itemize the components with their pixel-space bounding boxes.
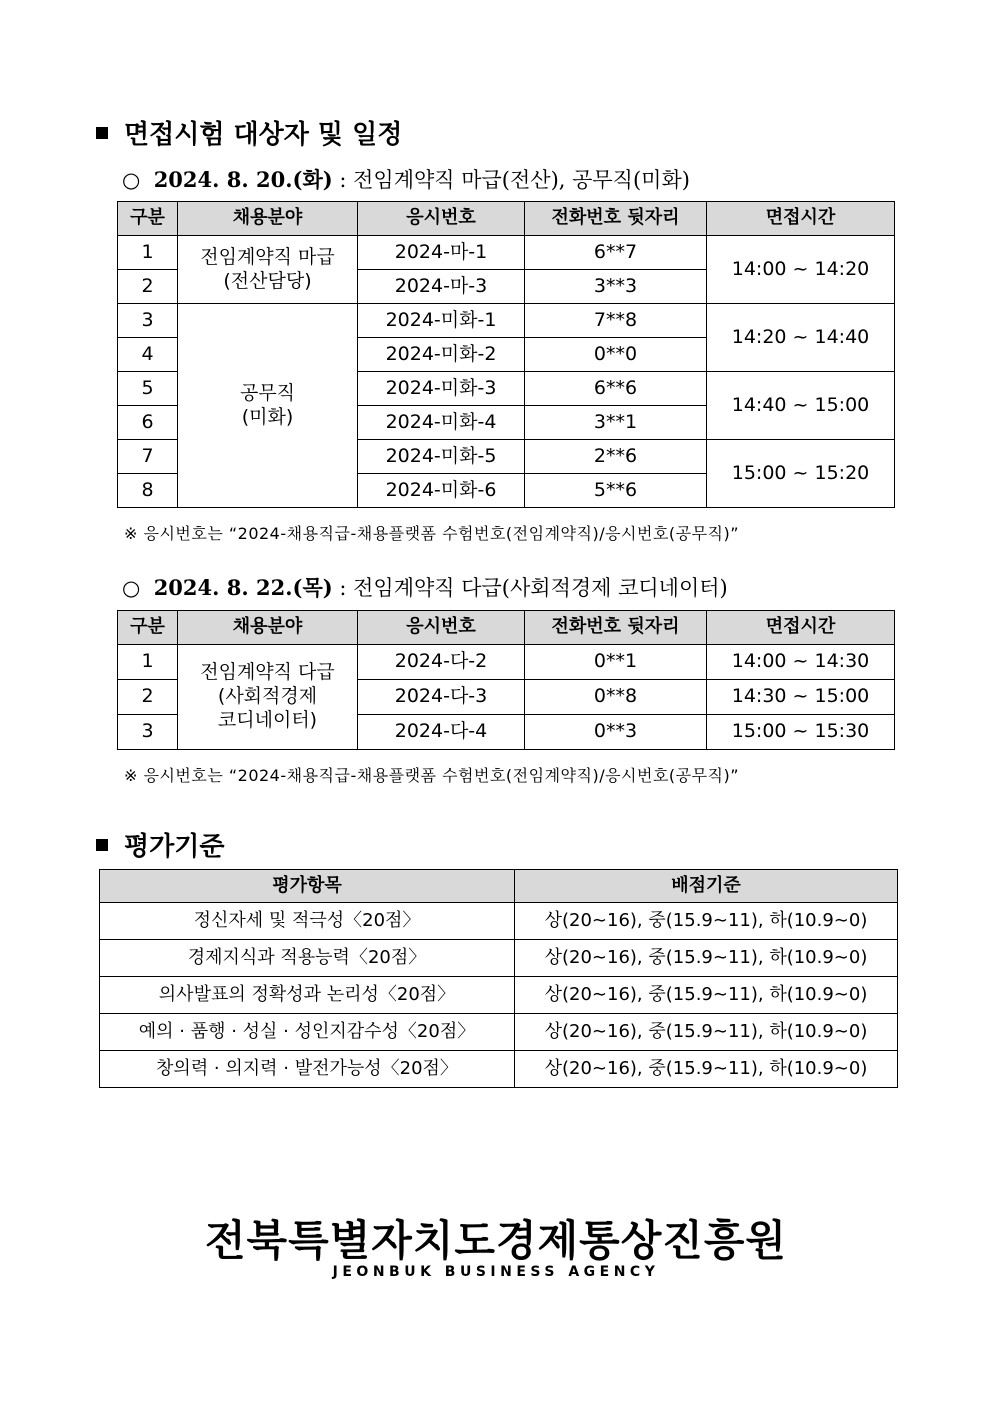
exam-no: 2024-미화-5 [358,440,525,474]
phone-digits: 3**3 [525,270,707,304]
interview-time: 15:00 ~ 15:30 [707,715,895,750]
field-line: 전임계약직 다급 [200,661,335,684]
interview-time: 14:00 ~ 14:20 [707,236,895,304]
group2-subtitle [122,572,728,602]
table-row [118,236,895,270]
header-time: 면접시간 [707,611,895,645]
field-line: 전임계약직 마급 [200,245,335,268]
row-no: 1 [118,645,178,680]
field-line: (사회적경제 [217,685,318,708]
criteria-item: 창의력 · 의지력 · 발전가능성〈20점〉 [100,1051,515,1088]
header-item: 평가항목 [100,870,515,903]
group1-date: 2024. 8. 20.(화) [153,167,333,192]
section-heading-criteria: 평가기준 [96,826,224,863]
row-no: 2 [118,680,178,715]
phone-digits: 0**1 [525,645,707,680]
schedule-table-1 [117,201,895,508]
header-no: 구분 [118,202,178,236]
row-no: 6 [118,406,178,440]
square-bullet-icon [96,839,108,851]
criteria-score: 상(20∼16), 중(15.9∼11), 하(10.9∼0) [515,977,898,1014]
criteria-table [99,869,898,1088]
field-line: 공무직 [239,381,296,404]
phone-digits: 0**0 [525,338,707,372]
row-no: 4 [118,338,178,372]
exam-no: 2024-마-3 [358,270,525,304]
exam-no: 2024-미화-2 [358,338,525,372]
schedule-table-2 [117,610,895,750]
table-row [118,304,895,338]
field-cell-social-economy [178,645,358,750]
interview-time: 14:00 ~ 14:30 [707,645,895,680]
criteria-item: 경제지식과 적용능력〈20점〉 [100,940,515,977]
row-no: 8 [118,474,178,508]
circle-bullet-icon: ○ [122,168,141,192]
table-row [118,645,895,680]
table-row [100,977,898,1014]
phone-digits: 2**6 [525,440,707,474]
phone-digits: 6**6 [525,372,707,406]
row-no: 1 [118,236,178,270]
interview-time: 14:40 ~ 15:00 [707,372,895,440]
table-row [100,903,898,940]
header-time: 면접시간 [707,202,895,236]
exam-no: 2024-미화-1 [358,304,525,338]
circle-bullet-icon: ○ [122,576,141,600]
group1-subtitle [122,164,690,194]
row-no: 7 [118,440,178,474]
org-logo-text-en: JEONBUK BUSINESS AGENCY [332,1264,660,1280]
header-score: 배점기준 [515,870,898,903]
row-no: 3 [118,715,178,750]
square-bullet-icon [96,127,108,139]
criteria-item: 의사발표의 정확성과 논리성〈20점〉 [100,977,515,1014]
exam-no: 2024-다-4 [358,715,525,750]
header-phone: 전화번호 뒷자리 [525,202,707,236]
row-no: 2 [118,270,178,304]
interview-time: 14:20 ~ 14:40 [707,304,895,372]
exam-no: 2024-마-1 [358,236,525,270]
exam-no: 2024-미화-6 [358,474,525,508]
header-field: 채용분야 [178,611,358,645]
criteria-score: 상(20∼16), 중(15.9∼11), 하(10.9∼0) [515,940,898,977]
group2-note: ※ 응시번호는 “2024-채용직급-채용플랫폼 수험번호(전임계약직)/응시번호(공무직)” [124,766,740,785]
phone-digits: 0**8 [525,680,707,715]
field-cell-computing [178,236,358,304]
group1-note: ※ 응시번호는 “2024-채용직급-채용플랫폼 수험번호(전임계약직)/응시번호(공무직)” [124,524,740,543]
group2-date: 2024. 8. 22.(목) [153,575,333,600]
phone-digits: 5**6 [525,474,707,508]
interview-time: 15:00 ~ 15:20 [707,440,895,508]
phone-digits: 7**8 [525,304,707,338]
header-phone: 전화번호 뒷자리 [525,611,707,645]
criteria-score: 상(20∼16), 중(15.9∼11), 하(10.9∼0) [515,903,898,940]
field-cell-cleaning [178,304,358,508]
row-no: 5 [118,372,178,406]
criteria-score: 상(20∼16), 중(15.9∼11), 하(10.9∼0) [515,1051,898,1088]
group1-desc: : 전임계약직 마급(전산), 공무직(미화) [339,168,690,192]
header-field: 채용분야 [178,202,358,236]
phone-digits: 6**7 [525,236,707,270]
criteria-item: 정신자세 및 적극성〈20점〉 [100,903,515,940]
table-row [100,940,898,977]
exam-no: 2024-다-3 [358,680,525,715]
header-no: 구분 [118,611,178,645]
row-no: 3 [118,304,178,338]
field-line: 코디네이터) [217,708,318,731]
section-heading-schedule: 면접시험 대상자 및 일정 [96,114,402,151]
field-line: (전산담당) [223,269,312,292]
criteria-item: 예의 · 품행 · 성실 · 성인지감수성〈20점〉 [100,1014,515,1051]
field-line: (미화) [241,405,294,428]
phone-digits: 3**1 [525,406,707,440]
exam-no: 2024-미화-3 [358,372,525,406]
table-row [100,1014,898,1051]
group2-desc: : 전임계약직 다급(사회적경제 코디네이터) [339,576,728,600]
org-logo-text: 전북특별자치도경제통상진흥원 [204,1216,787,1265]
header-exam-no: 응시번호 [358,202,525,236]
exam-no: 2024-미화-4 [358,406,525,440]
exam-no: 2024-다-2 [358,645,525,680]
header-exam-no: 응시번호 [358,611,525,645]
table-row [100,1051,898,1088]
criteria-score: 상(20∼16), 중(15.9∼11), 하(10.9∼0) [515,1014,898,1051]
interview-time: 14:30 ~ 15:00 [707,680,895,715]
phone-digits: 0**3 [525,715,707,750]
